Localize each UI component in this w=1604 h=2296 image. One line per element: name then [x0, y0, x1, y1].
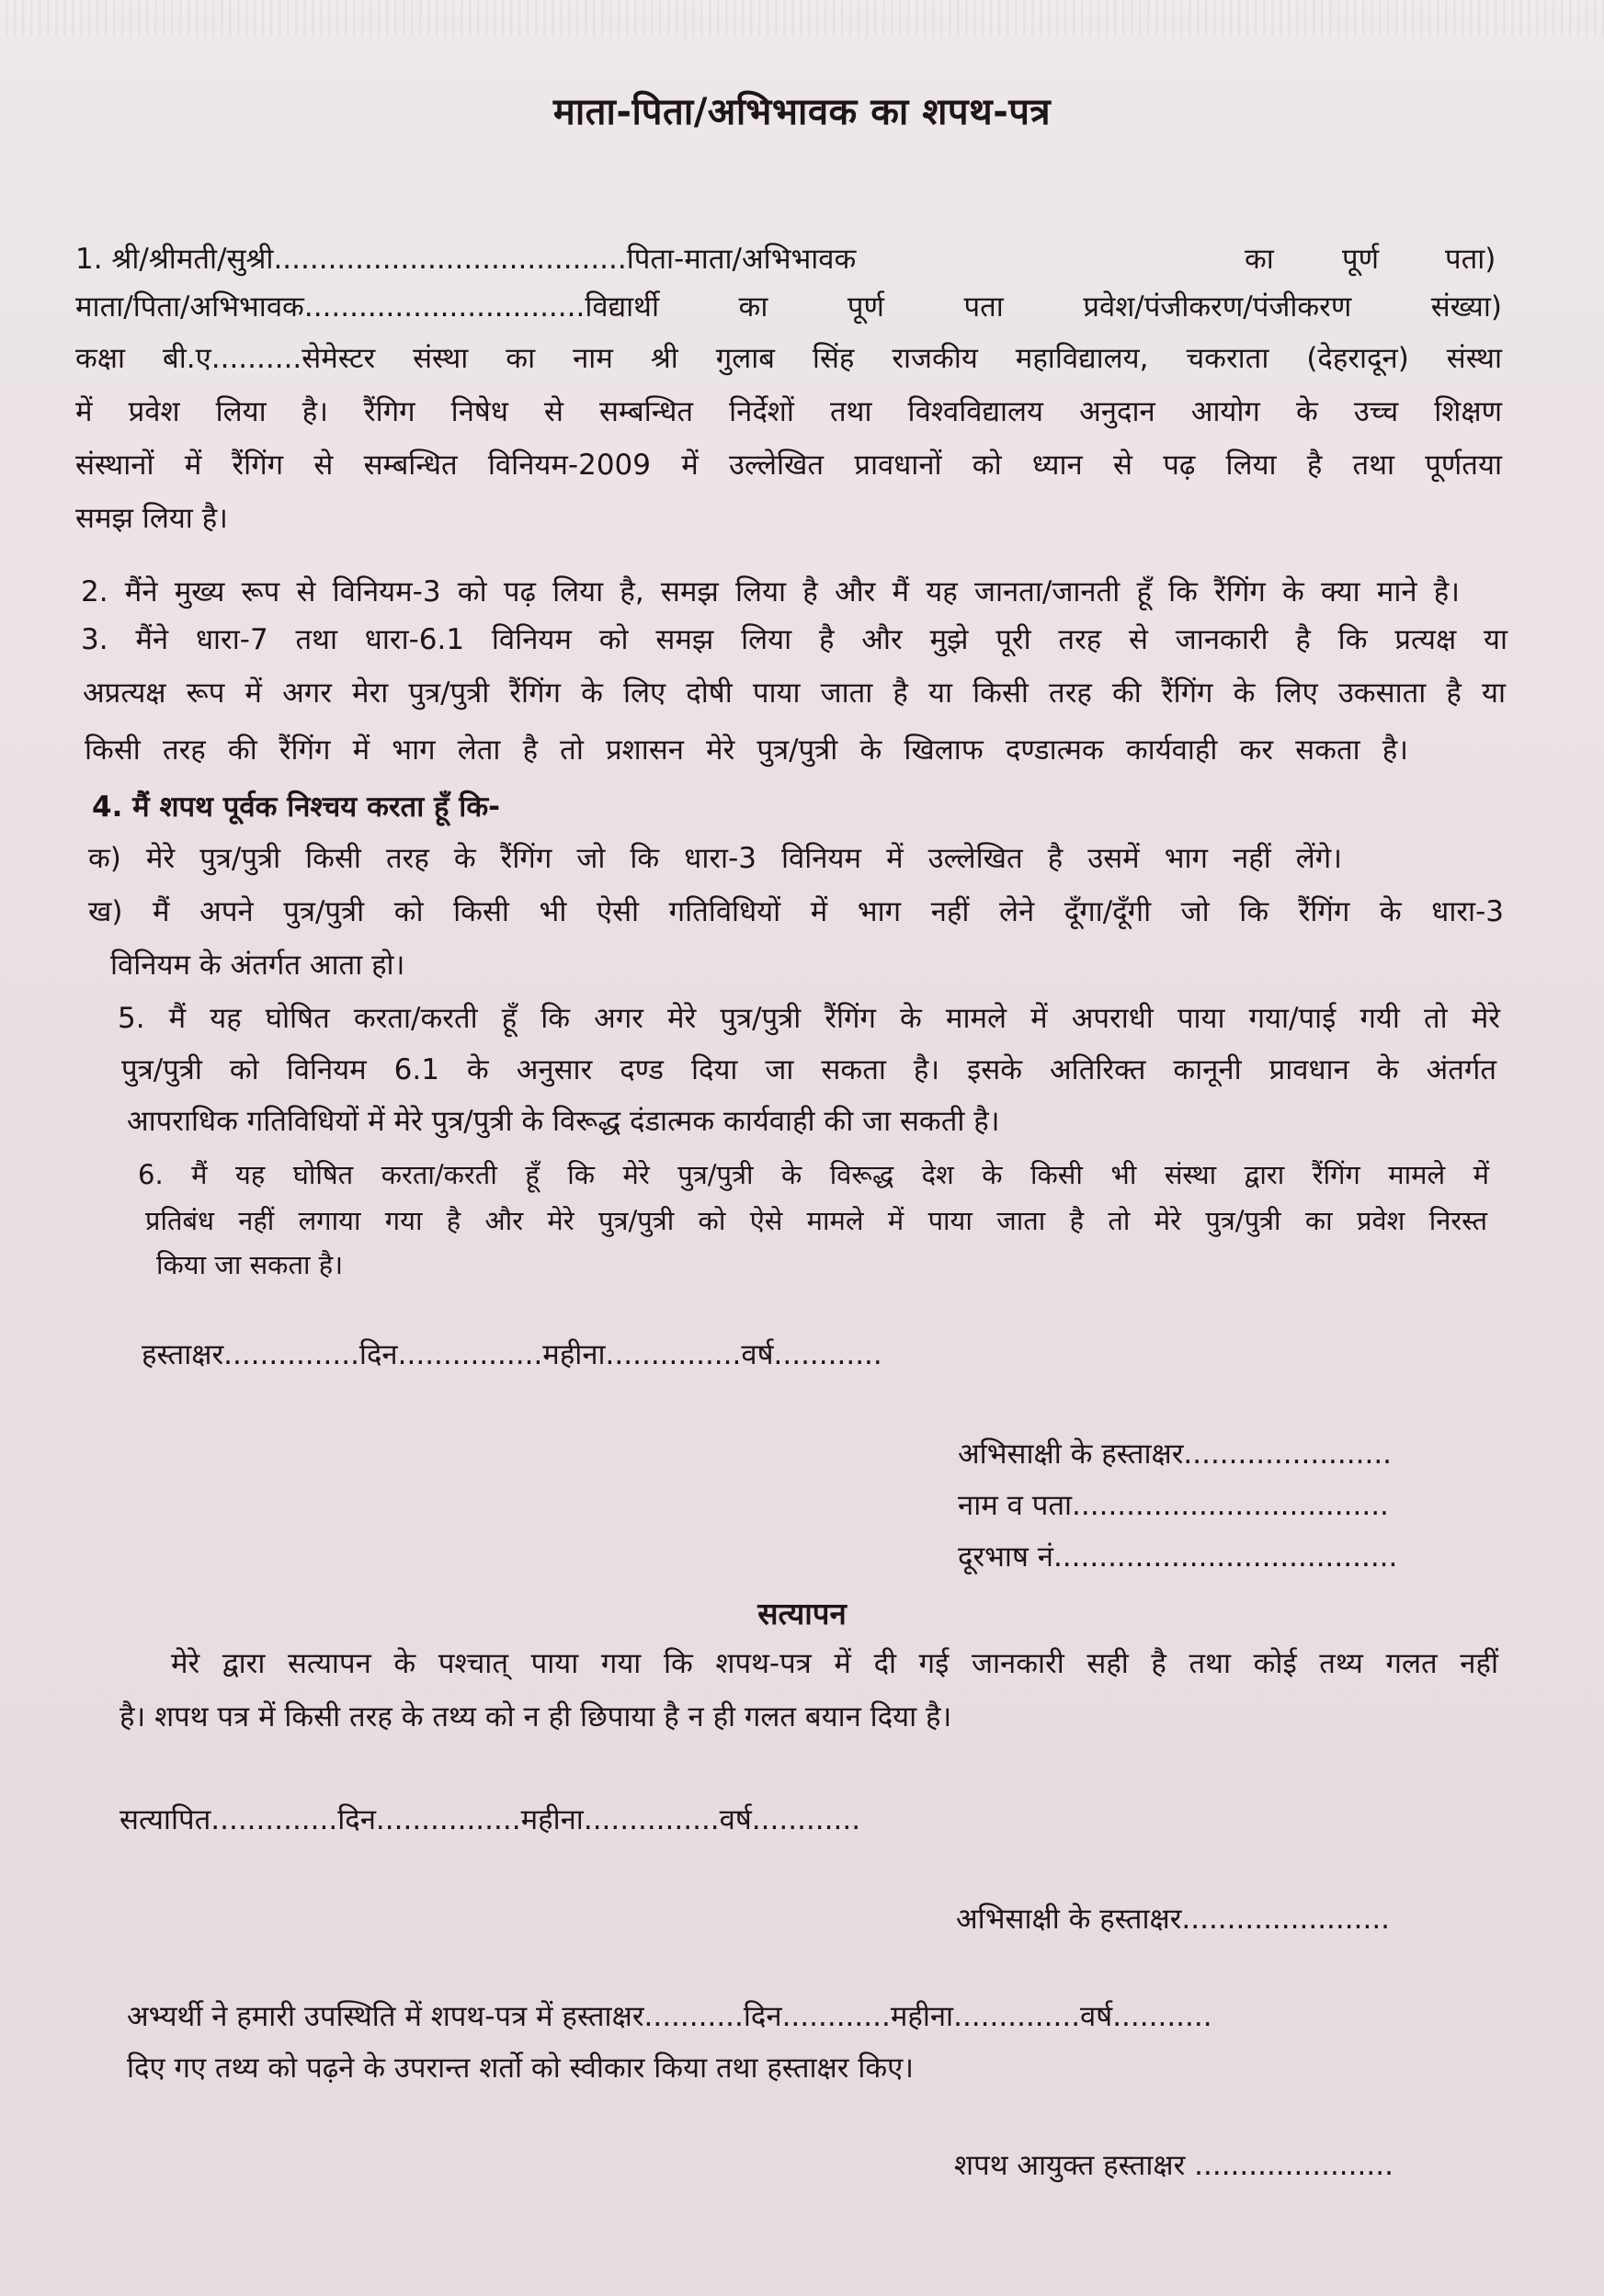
para1-line1-purn: पूर्ण	[1342, 243, 1380, 276]
para5-line2: पुत्र/पुत्री को विनियम 6.1 के अनुसार दण्ड दिया जा सकता है। इसके अतिरिक्त कानूनी प्रावधान के अंतर्गत	[121, 1053, 1496, 1086]
witness-name-address: नाम व पता...................................	[958, 1489, 1389, 1522]
para6-line3: किया जा सकता है।	[156, 1249, 344, 1280]
candidate-line2: दिए गए तथ्य को पढ़ने के उपरान्त शर्तो को स्वीकार किया तथा हस्ताक्षर किए।	[127, 2052, 915, 2085]
para4-b-line1: ख) मैं अपने पुत्र/पुत्री को किसी भी ऐसी गतिविधियों में भाग नहीं लेने दूँगा/दूँगी जो कि रैंगिंग के धारा-3	[88, 895, 1504, 928]
document-title: माता-पिता/अभिभावक का शपथ-पत्र	[552, 91, 1052, 133]
para1-line1-right: पता)	[1445, 243, 1496, 276]
candidate-line1: अभ्यर्थी ने हमारी उपस्थिति में शपथ-पत्र में हस्ताक्षर...........दिन............महीना..............वर्ष...........	[127, 2000, 1212, 2033]
paper-top-edge	[0, 0, 1604, 37]
para5-line1: 5. मैं यह घोषित करता/करती हूँ कि अगर मेरे पुत्र/पुत्री रैंगिंग के मामले में अपराधी पाया गया/पाई गयी तो मेरे	[118, 1002, 1500, 1035]
para2: 2. मैंने मुख्य रूप से विनियम-3 को पढ़ लिया है, समझ लिया है और मैं यह जानता/जानती हूँ कि रैंगिंग के क्या माने है।	[81, 575, 1460, 608]
para4-b-line2: विनियम के अंतर्गत आता हो।	[110, 949, 405, 982]
para4-a: क) मेरे पुत्र/पुत्री किसी तरह के रैंगिंग जो कि धारा-3 विनियम में उल्लेखित है उसमें भाग नहीं लेंगे।	[88, 842, 1342, 875]
para3-line1: 3. मैंने धारा-7 तथा धारा-6.1 विनियम को समझ लिया है और मुझे पूरी तरह से जानकारी है कि प्रत्यक्ष या	[81, 623, 1507, 656]
para1-line5: संस्थानों में रैंगिंग से सम्बन्धित विनियम-2009 में उल्लेखित प्रावधानों को ध्यान से पढ़ लिया है तथा पूर्णतया	[75, 449, 1502, 482]
witness-phone: दूरभाष नं......................................	[958, 1540, 1398, 1574]
witness-signature: अभिसाक्षी के हस्ताक्षर.......................	[958, 1438, 1393, 1471]
para1-line4: में प्रवेश लिया है। रैंगिग निषेध से सम्बन्धित निर्देशों तथा विश्वविद्यालय अनुदान आयोग के उच्च शिक्षण	[75, 395, 1502, 428]
para1-line2: माता/पिता/अभिभावक...............................विद्यार्थी का पूर्ण पता प्रवेश/पंजीकरण/पंजीकरण संख्या)	[75, 290, 1502, 324]
para1-line1-left: 1. श्री/श्रीमती/सुश्री.......................................पिता-माता/अभिभावक	[75, 243, 857, 276]
para3-line2: अप्रत्यक्ष रूप में अगर मेरा पुत्र/पुत्री रैंगिंग के लिए दोषी पाया जाता है या किसी तरह की रैंगिंग के लिए उकसाता है या	[83, 676, 1506, 710]
verification-line1: मेरे द्वारा सत्यापन के पश्चात् पाया गया कि शपथ-पत्र में दी गई जानकारी सही है तथा कोई तथ्य गलत नहीं	[171, 1647, 1498, 1680]
verification-witness-signature: अभिसाक्षी के हस्ताक्षर.......................	[956, 1903, 1391, 1936]
commissioner-signature: शपथ आयुक्त हस्ताक्षर ......................	[954, 2149, 1394, 2182]
verification-heading: सत्यापन	[757, 1596, 847, 1631]
para6-line2: प्रतिबंध नहीं लगाया गया है और मेरे पुत्र/पुत्री को ऐसे मामले में पाया जाता है तो मेरे पुत्र/पुत्री का प्रवेश निरस्त	[145, 1205, 1487, 1236]
para6-line1: 6. मैं यह घोषित करता/करती हूँ कि मेरे पुत्र/पुत्री के विरूद्ध देश के किसी भी संस्था द्वारा रैंगिंग मामले में	[138, 1159, 1489, 1190]
para1-line3: कक्षा बी.ए..........सेमेस्टर संस्था का नाम श्री गुलाब सिंह राजकीय महाविद्यालय, चकराता (देहरादून) संस्था	[75, 342, 1502, 375]
para1-line1-mid: का	[1245, 243, 1274, 276]
signature-date-line: हस्ताक्षर...............दिन................महीना...............वर्ष............	[142, 1338, 882, 1371]
para3-line3: किसी तरह की रैंगिंग में भाग लेता है तो प्रशासन मेरे पुत्र/पुत्री के खिलाफ दण्डात्मक कार्यवाही कर सकता है।	[85, 733, 1408, 767]
para4-heading: 4. मैं शपथ पूर्वक निश्चय करता हूँ कि-	[92, 790, 501, 824]
para1-line1	[75, 241, 1546, 278]
verified-date-line: सत्यापित..............दिन................महीना...............वर्ष............	[119, 1803, 861, 1836]
para5-line3: आपराधिक गतिविधियों में मेरे पुत्र/पुत्री के विरूद्ध दंडात्मक कार्यवाही की जा सकती है।	[127, 1105, 1000, 1138]
para1-line6: समझ लिया है।	[75, 502, 228, 535]
verification-line2: है। शपथ पत्र में किसी तरह के तथ्य को न ही छिपाया है न ही गलत बयान दिया है।	[119, 1700, 952, 1733]
